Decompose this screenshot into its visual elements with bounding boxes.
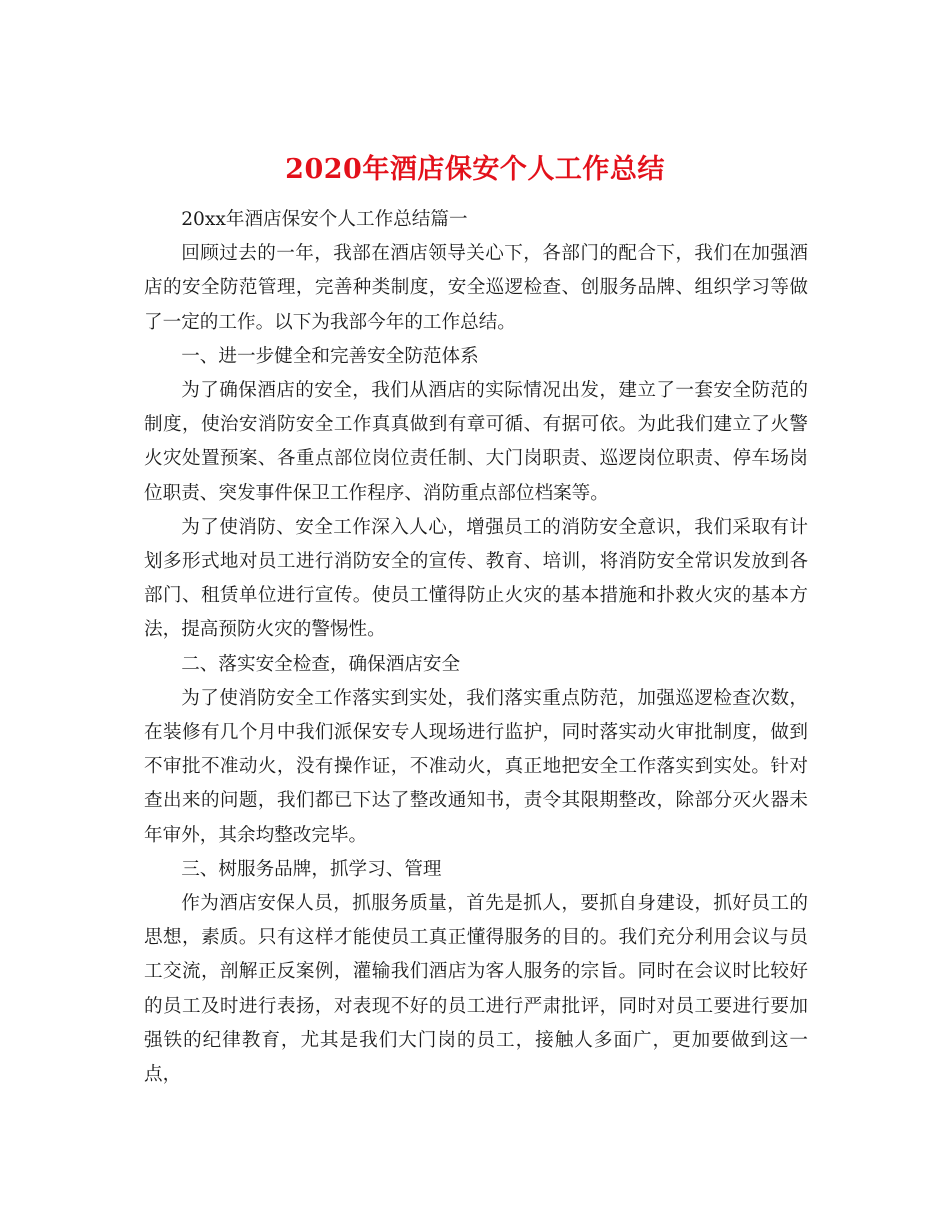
document-title: 2020年酒店保安个人工作总结 xyxy=(285,154,665,186)
section-heading-1: 一、进一步健全和完善安全防范体系 xyxy=(181,345,479,367)
section-3-paragraph-1: 作为酒店安保人员，抓服务质量，首先是抓人，要抓自身建设，抓好员工的思想，素质。只有这样才能使员工真正懂得服务的目的。我们充分利用会议与员工交流，剖解正反案例，灌输我们酒店为客人服务的宗旨。同时在会议时比较好的员工及时进行表扬，对表现不好的员工进行严肃批评，同时对员工要进行要加强铁的纪律教育，尤其是我们大门岗的员工，接触人多面广，更加要做到这一点， xyxy=(144,893,808,1086)
section-1-paragraph-2: 为了使消防、安全工作深入人心，增强员工的消防安全意识，我们采取有计划多形式地对员工进行消防安全的宣传、教育、培训，将消防安全常识发放到各部门、租赁单位进行宣传。使员工懂得防止火灾的基本措施和扑救火灾的基本方法，提高预防火灾的警惕性。 xyxy=(144,516,808,641)
section-heading-3: 三、树服务品牌，抓学习、管理 xyxy=(181,858,442,880)
subtitle-paragraph: 20xx年酒店保安个人工作总结篇一 xyxy=(181,209,468,230)
section-1-paragraph-1: 为了确保酒店的安全，我们从酒店的实际情况出发，建立了一套安全防范的制度，使治安消防安全工作真真做到有章可循、有据可依。为此我们建立了火警火灾处置预案、各重点部位岗位责任制、大门岗职责、巡逻岗位职责、停车场岗位职责、突发事件保卫工作程序、消防重点部位档案等。 xyxy=(144,380,808,504)
intro-paragraph: 回顾过去的一年，我部在酒店领导关心下，各部门的配合下，我们在加强酒店的安全防范管理，完善种类制度，安全巡逻检查、创服务品牌、组织学习等做了一定的工作。以下为我部今年的工作总结。 xyxy=(144,243,808,333)
section-heading-2: 二、落实安全检查，确保酒店安全 xyxy=(181,653,461,675)
section-2-paragraph-1: 为了使消防安全工作落实到实处，我们落实重点防范，加强巡逻检查次数，在装修有几个月中我们派保安专人现场进行监护，同时落实动火审批制度，做到不审批不准动火，没有操作证，不准动火，真正地把安全工作落实到实处。针对查出来的问题，我们都已下达了整改通知书，责令其限期整改，除部分灭火器未年审外，其余均整改完毕。 xyxy=(144,687,808,846)
document-body xyxy=(144,203,808,1092)
